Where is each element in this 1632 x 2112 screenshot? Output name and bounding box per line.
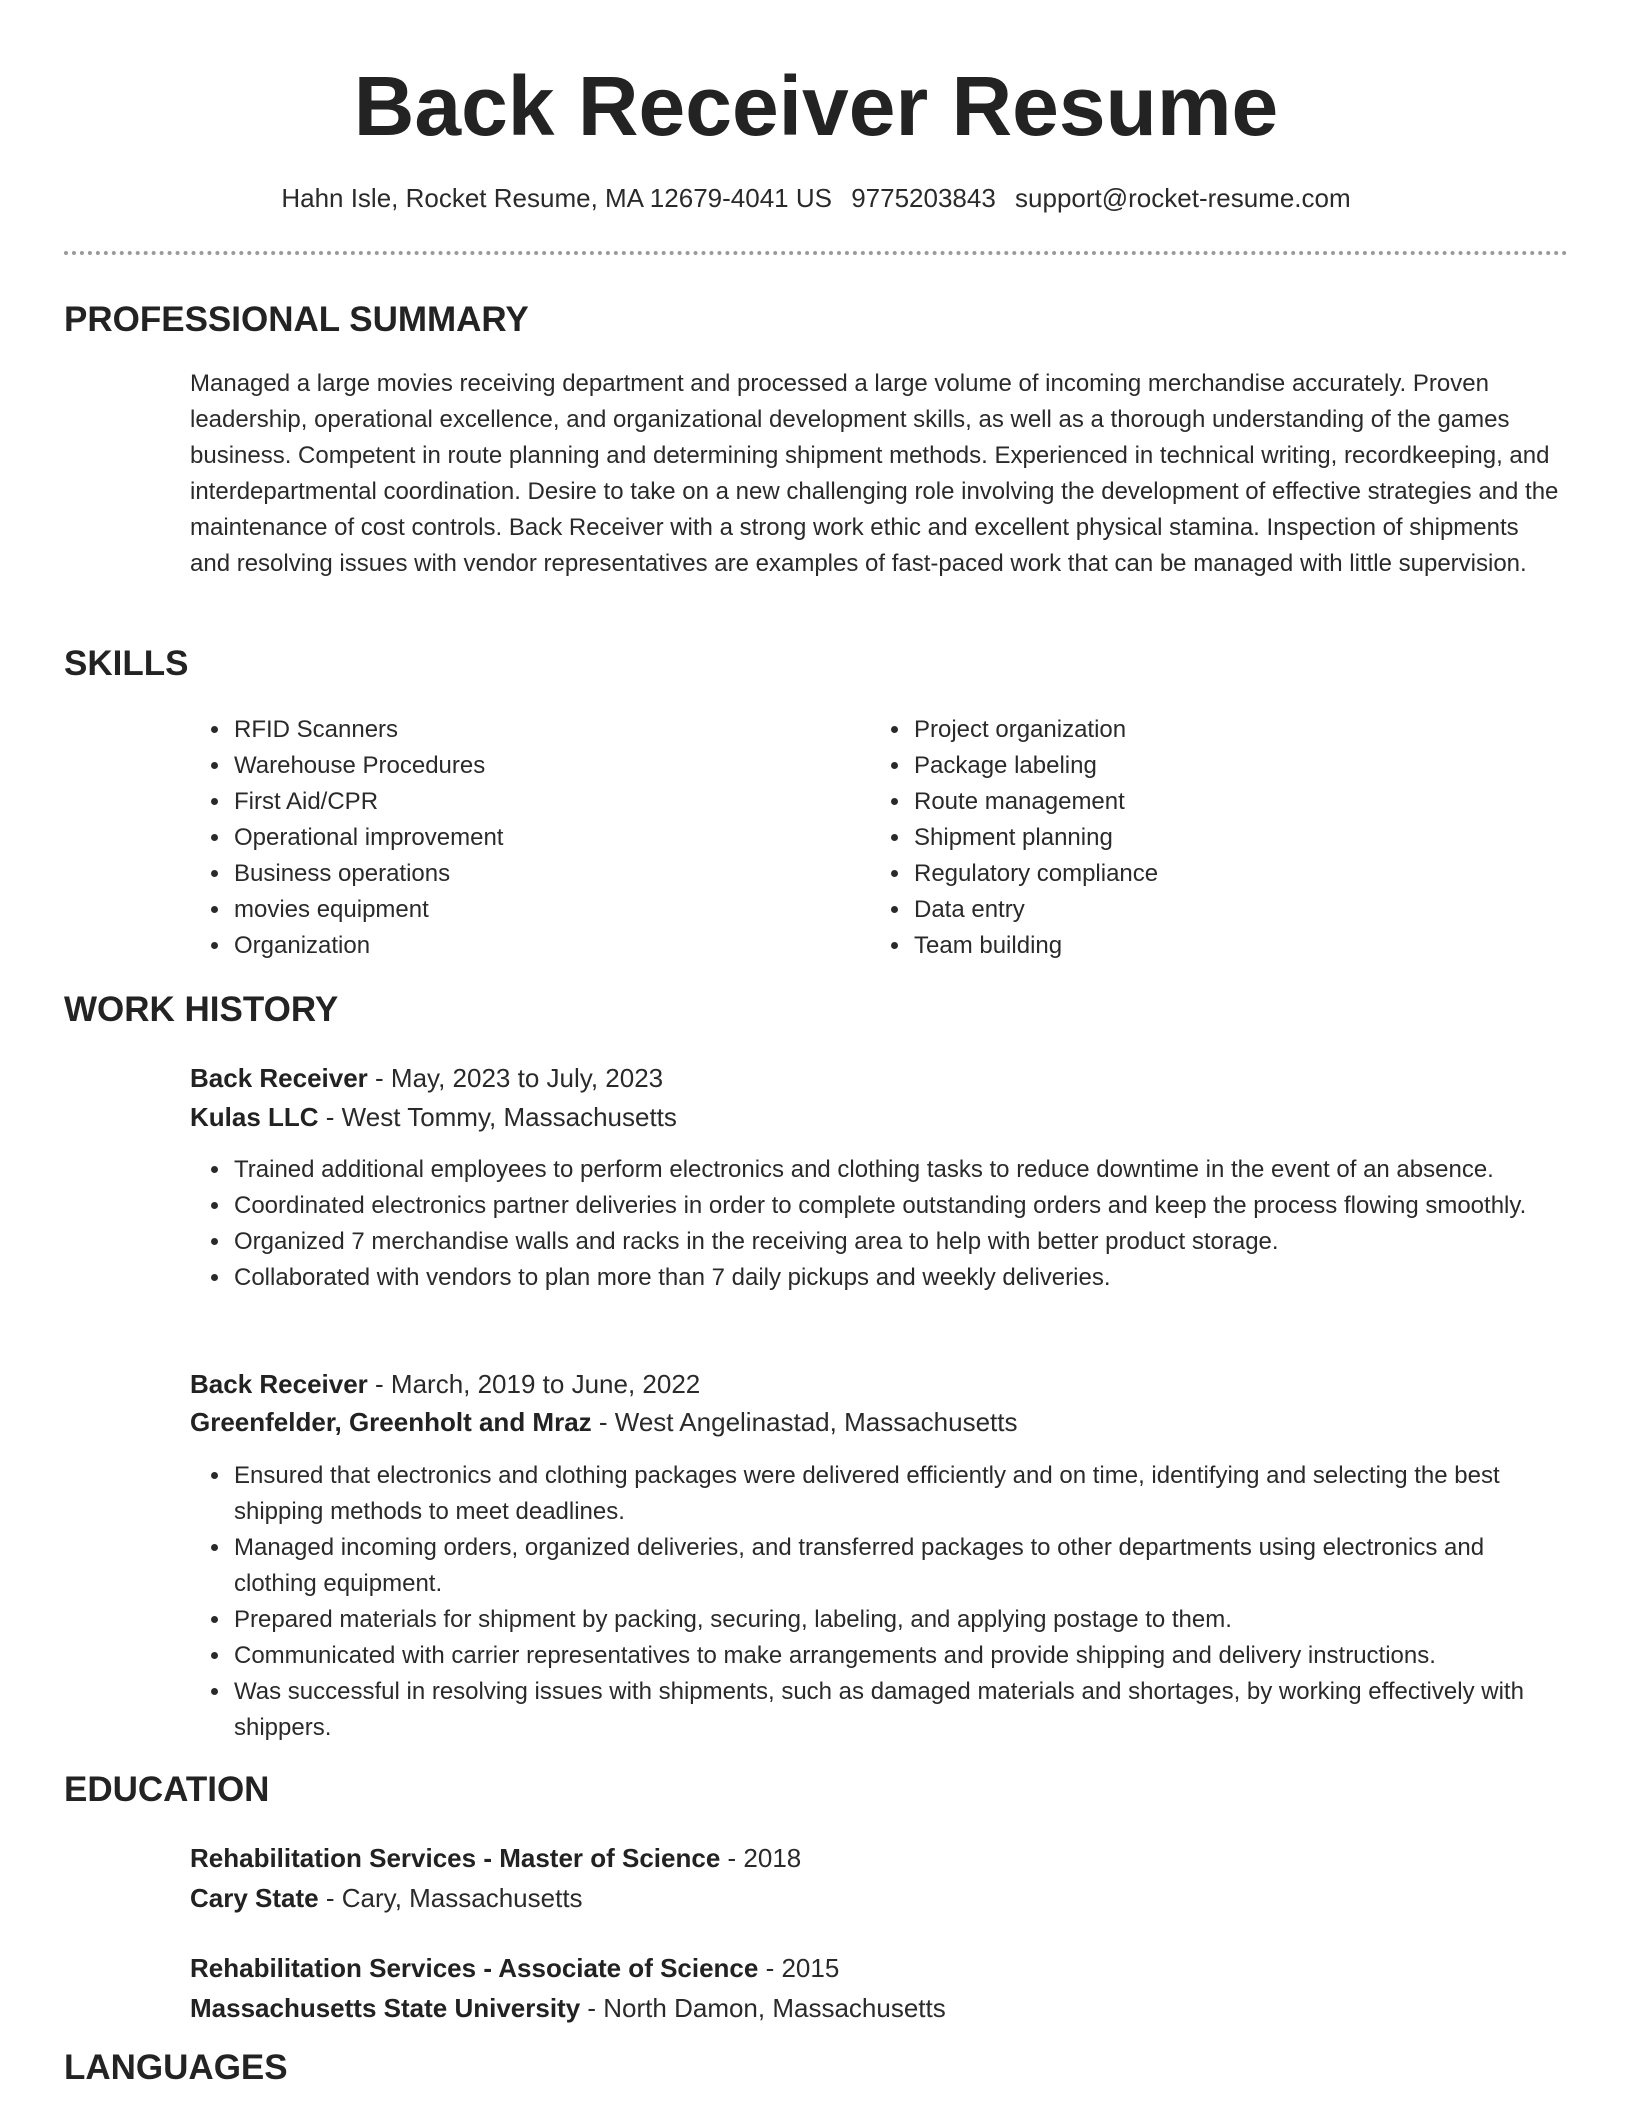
contact-address: Hahn Isle, Rocket Resume, MA 12679-4041 US [281,183,832,213]
job-title-line [190,1366,700,1402]
skills-heading: SKILLS [64,644,189,683]
skill-item: • Shipment planning [912,820,1510,856]
job-title-line [190,1060,663,1096]
resume-title: Back Receiver Resume [353,59,1279,153]
education-degree: Rehabilitation Services - Master of Science [190,1843,721,1873]
languages-heading: LANGUAGES [64,2048,288,2087]
education-year: - 2015 [758,1953,840,1983]
skill-item: • Package labeling [912,748,1510,784]
job-title: Back Receiver [190,1063,368,1093]
job-bullet: • Ensured that electronics and clothing packages were delivered efficiently and on time, identifying and selecting the best shipping methods to meet deadlines. [232,1458,1570,1530]
job-company: Kulas LLC [190,1102,319,1132]
job-company: Greenfelder, Greenholt and Mraz [190,1407,592,1437]
job-bullet: • Was successful in resolving issues with shipments, such as damaged materials and shortages, by working effectively with shippers. [232,1674,1570,1746]
job-title: Back Receiver [190,1369,368,1399]
skill-item: • Project organization [912,712,1510,748]
skills-left-column [190,712,830,964]
education-year: - 2018 [720,1843,802,1873]
job-dates: - March, 2019 to June, 2022 [367,1369,701,1399]
job-company-line [190,1404,1018,1440]
skill-item: • RFID Scanners [232,712,830,748]
contact-email: support@rocket-resume.com [1015,183,1351,213]
skill-item: • Regulatory compliance [912,856,1510,892]
education-school: Massachusetts State University [190,1993,581,2023]
contact-line [0,180,1632,216]
skill-item: • Organization [232,928,830,964]
skills-right-column [870,712,1510,964]
skill-item: • Warehouse Procedures [232,748,830,784]
job-bullets [190,1458,1570,1746]
education-degree-line [190,1950,839,1986]
skill-item: • movies equipment [232,892,830,928]
work-history-heading: WORK HISTORY [64,990,339,1029]
contact-phone: 9775203843 [851,183,996,213]
header-divider [64,251,1568,255]
job-bullets [190,1152,1570,1296]
job-dates: - May, 2023 to July, 2023 [367,1063,664,1093]
job-bullet: • Coordinated electronics partner deliveries in order to complete outstanding orders and keep the process flowing smoothly. [232,1188,1570,1224]
job-bullet: • Communicated with carrier representatives to make arrangements and provide shipping and delivery instructions. [232,1638,1570,1674]
education-school-line [190,1880,583,1916]
job-bullet: • Organized 7 merchandise walls and racks in the receiving area to help with better product storage. [232,1224,1570,1260]
skill-item: • Business operations [232,856,830,892]
education-location: - Cary, Massachusetts [318,1883,583,1913]
education-degree: Rehabilitation Services - Associate of Science [190,1953,759,1983]
job-bullet: • Collaborated with vendors to plan more than 7 daily pickups and weekly deliveries. [232,1260,1570,1296]
skill-item: • Team building [912,928,1510,964]
job-bullet: • Managed incoming orders, organized deliveries, and transferred packages to other departments using electronics and clothing equipment. [232,1530,1570,1602]
job-location: - West Tommy, Massachusetts [318,1102,677,1132]
education-school-line [190,1990,946,2026]
job-company-line [190,1099,677,1135]
skill-item: • First Aid/CPR [232,784,830,820]
summary-heading: PROFESSIONAL SUMMARY [64,300,529,339]
summary-text: Managed a large movies receiving department and processed a large volume of incoming merchandise accurately. Proven leadership, operational excellence, and organizational development skills, as well as a thorough understanding of the games business. Competent in route planning and determining shipment methods. Experienced in technical writing, recordkeeping, and interdepartmental coordination. Desire to take on a new challenging role involving the development of effective strategies and the maintenance of cost controls. Back Receiver with a strong work ethic and excellent physical stamina. Inspection of shipments and resolving issues with vendor representatives are examples of fast-paced work that can be managed with little supervision. [190,370,1559,577]
education-location: - North Damon, Massachusetts [580,1993,946,2023]
job-bullet: • Trained additional employees to perform electronics and clothing tasks to reduce downtime in the event of an absence. [232,1152,1570,1188]
skill-item: • Operational improvement [232,820,830,856]
job-bullet: • Prepared materials for shipment by packing, securing, labeling, and applying postage to them. [232,1602,1570,1638]
skill-item: • Data entry [912,892,1510,928]
education-heading: EDUCATION [64,1770,270,1809]
education-degree-line [190,1840,801,1876]
skill-item: • Route management [912,784,1510,820]
education-school: Cary State [190,1883,319,1913]
job-location: - West Angelinastad, Massachusetts [591,1407,1018,1437]
